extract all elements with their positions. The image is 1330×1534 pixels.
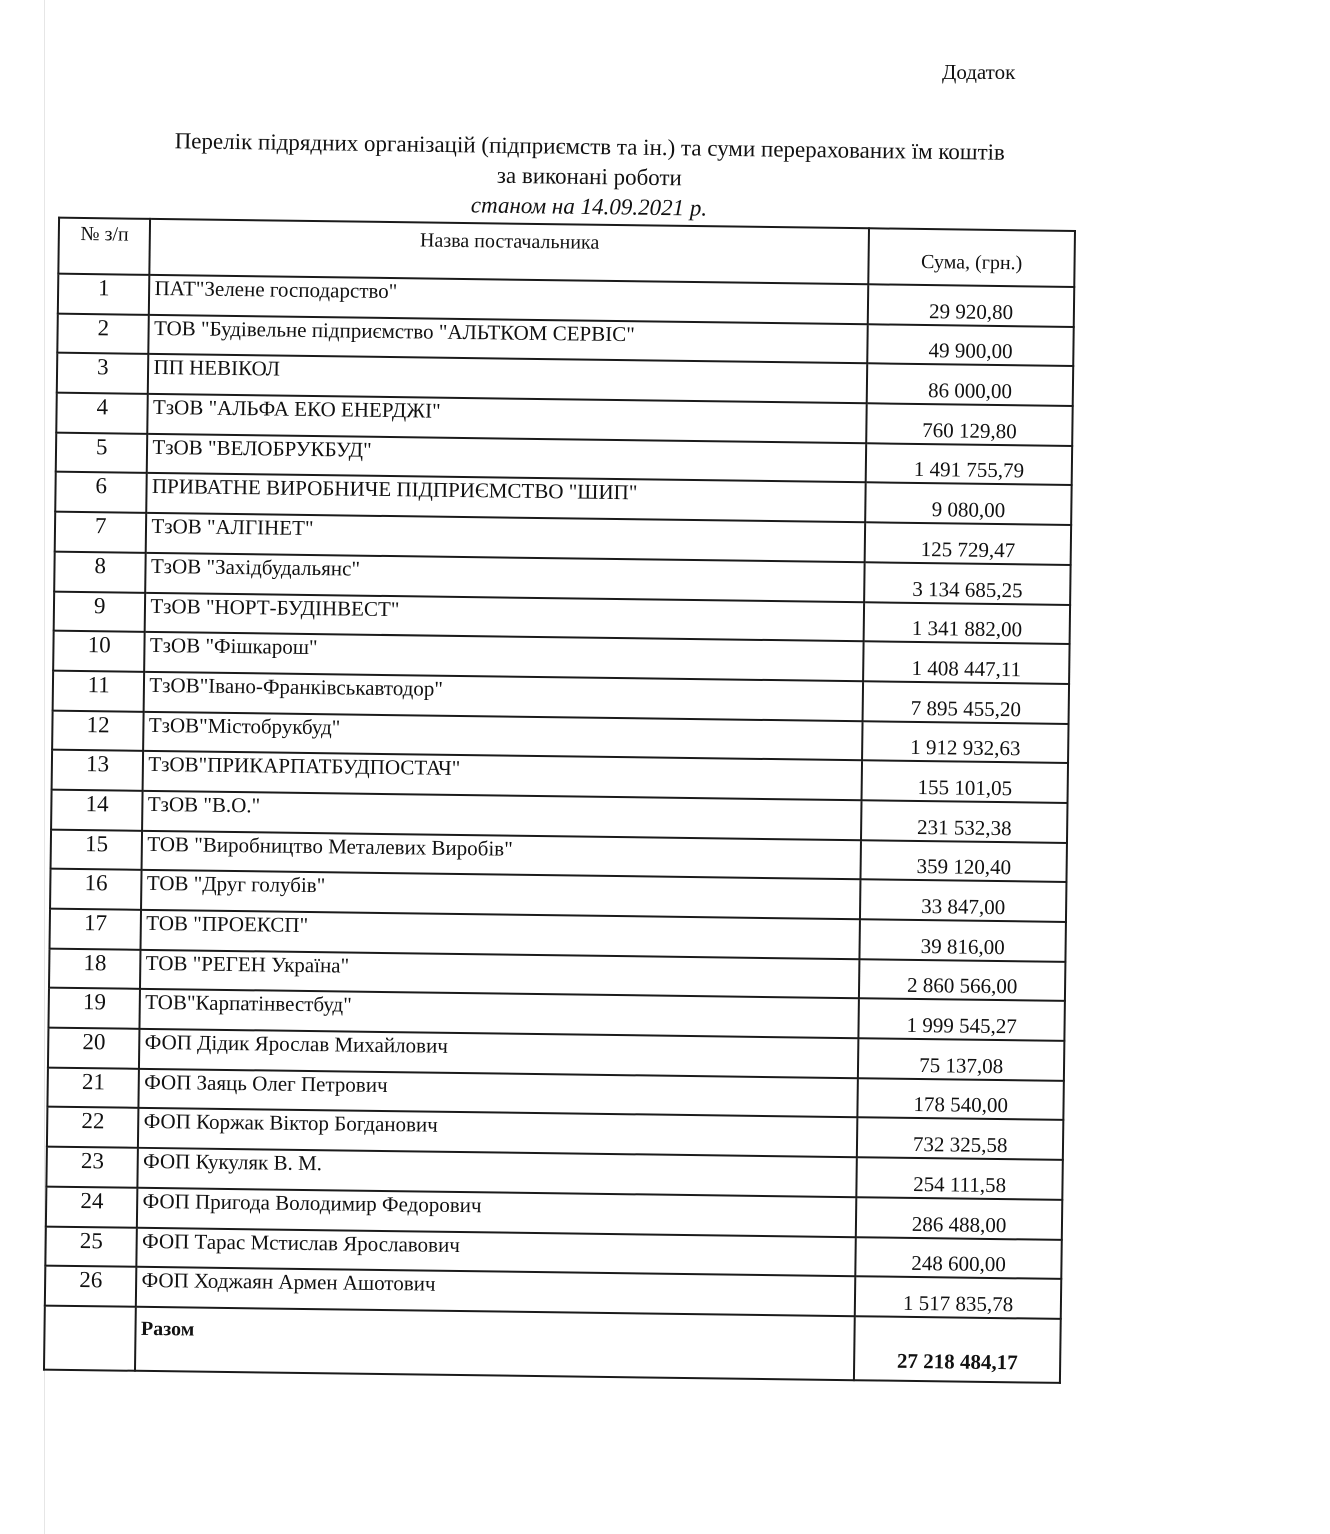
- supplier-name: ФОП Дідик Ярослав Михайлович: [139, 1029, 858, 1078]
- supplier-name: ТОВ "Друг голубів": [141, 870, 860, 919]
- amount: 1 341 882,00: [864, 602, 1070, 644]
- row-number: 11: [53, 671, 145, 712]
- amount: 178 540,00: [858, 1078, 1064, 1120]
- row-number: 15: [51, 829, 143, 870]
- amount: 1 912 932,63: [862, 721, 1068, 763]
- row-number: 10: [53, 631, 145, 672]
- supplier-name: ТзОВ "АЛГІНЕТ": [146, 513, 865, 562]
- row-number: 24: [46, 1186, 138, 1227]
- supplier-name: ТОВ "РЕГЕН Україна": [140, 950, 859, 999]
- amount: 9 080,00: [865, 483, 1071, 525]
- supplier-name: ФОП Заяць Олег Петрович: [139, 1069, 858, 1118]
- row-number: 22: [47, 1107, 139, 1148]
- row-number: 13: [52, 750, 144, 791]
- supplier-name: ПРИВАТНЕ ВИРОБНИЧЕ ПІДПРИЄМСТВО "ШИП": [147, 473, 866, 522]
- amount: 33 847,00: [860, 880, 1066, 922]
- column-header-sum: Сума, (грн.): [869, 228, 1075, 287]
- supplier-name: ТзОВ "НОРТ-БУДІНВЕСТ": [145, 592, 864, 641]
- row-number: 21: [47, 1067, 139, 1108]
- row-number: 20: [48, 1028, 140, 1069]
- amount: 760 129,80: [866, 403, 1072, 445]
- supplier-name: ТзОВ "Фішкарош": [145, 632, 864, 681]
- amount: 7 895 455,20: [863, 681, 1069, 723]
- as-of-date: станом на 14.09.2021 р.: [470, 192, 708, 221]
- amount: 1 491 755,79: [866, 443, 1072, 485]
- amount: 248 600,00: [856, 1237, 1062, 1279]
- supplier-name: ТОВ "Виробництво Металевих Виробів": [142, 830, 861, 879]
- total-empty-cell: [44, 1305, 136, 1370]
- amount: 125 729,47: [865, 522, 1071, 564]
- amount: 254 111,58: [857, 1157, 1063, 1199]
- amount: 29 920,80: [868, 284, 1074, 326]
- supplier-name: ФОП Ходжаян Армен Ашотович: [136, 1267, 855, 1316]
- row-number: 5: [56, 432, 148, 473]
- total-row: [44, 1305, 1061, 1382]
- row-number: 26: [45, 1266, 137, 1307]
- document-heading: [94, 125, 1085, 229]
- row-number: 4: [56, 393, 148, 434]
- amount: 359 120,40: [861, 840, 1067, 882]
- row-number: 19: [48, 988, 140, 1029]
- amount: 3 134 685,25: [864, 562, 1070, 604]
- row-number: 25: [45, 1226, 137, 1267]
- supplier-name: ФОП Коржак Віктор Богданович: [138, 1108, 857, 1157]
- supplier-name: ТзОВ "В.О.": [142, 791, 861, 840]
- row-number: 23: [46, 1147, 138, 1188]
- column-header-number: № з/п: [58, 218, 150, 275]
- amount: 732 325,58: [857, 1118, 1063, 1160]
- supplier-name: ТзОВ"Містобрукбуд": [144, 711, 863, 760]
- supplier-name: ТзОВ "Західбудальянс": [146, 553, 865, 602]
- row-number: 9: [54, 591, 146, 632]
- amount: 49 900,00: [868, 324, 1074, 366]
- supplier-name: ТзОВ"ПРИКАРПАТБУДПОСТАЧ": [143, 751, 862, 800]
- row-number: 14: [51, 790, 143, 831]
- row-number: 1: [58, 274, 150, 315]
- amount: 86 000,00: [867, 364, 1073, 406]
- supplier-name: ТОВ"Карпатінвестбуд": [140, 989, 859, 1038]
- title-line-2: за виконані роботи: [496, 162, 683, 191]
- amount: 2 860 566,00: [859, 959, 1065, 1001]
- amount: 1 517 835,78: [855, 1276, 1061, 1318]
- supplier-name: ТОВ "Будівельне підприємство "АЛЬТКОМ СЕРВІС": [149, 315, 868, 364]
- supplier-name: ПП НЕВІКОЛ: [148, 354, 867, 403]
- column-header-supplier: Назва постачальника: [150, 219, 870, 284]
- row-number: 17: [50, 909, 142, 950]
- supplier-name: ФОП Пригода Володимир Федорович: [137, 1188, 856, 1237]
- row-number: 3: [57, 353, 149, 394]
- appendix-label: Додаток: [942, 60, 1016, 84]
- amount: 286 488,00: [856, 1197, 1062, 1239]
- supplier-name: ТзОВ "ВЕЛОБРУКБУД": [147, 434, 866, 483]
- supplier-name: ТОВ "ПРОЕКСП": [141, 910, 860, 959]
- total-amount: 27 218 484,17: [854, 1316, 1061, 1383]
- supplier-name: ПАТ"Зелене господарство": [149, 275, 868, 324]
- table-body: [44, 274, 1074, 1383]
- supplier-name: ФОП Кукуляк В. М.: [138, 1148, 857, 1197]
- row-number: 7: [55, 512, 147, 553]
- amount: 231 532,38: [861, 800, 1067, 842]
- amount: 155 101,05: [862, 760, 1068, 802]
- row-number: 18: [49, 948, 141, 989]
- contractors-table: [43, 217, 1076, 1384]
- title-line-1: Перелік підрядних організацій (підприємств та ін.) та суми перерахованих їм коштів: [174, 128, 1006, 165]
- row-number: 2: [57, 313, 149, 354]
- row-number: 8: [54, 551, 146, 592]
- row-number: 12: [52, 710, 144, 751]
- row-number: 16: [50, 869, 142, 910]
- row-number: 6: [55, 472, 147, 513]
- amount: 1 999 545,27: [859, 999, 1065, 1041]
- supplier-name: ТзОВ "АЛЬФА ЕКО ЕНЕРДЖІ": [148, 394, 867, 443]
- total-label: Разом: [135, 1307, 855, 1380]
- amount: 75 137,08: [858, 1038, 1064, 1080]
- amount: 39 816,00: [860, 919, 1066, 961]
- amount: 1 408 447,11: [863, 641, 1069, 683]
- supplier-name: ТзОВ"Івано-Франківськавтодор": [144, 672, 863, 721]
- supplier-name: ФОП Тарас Мстислав Ярославович: [137, 1227, 856, 1276]
